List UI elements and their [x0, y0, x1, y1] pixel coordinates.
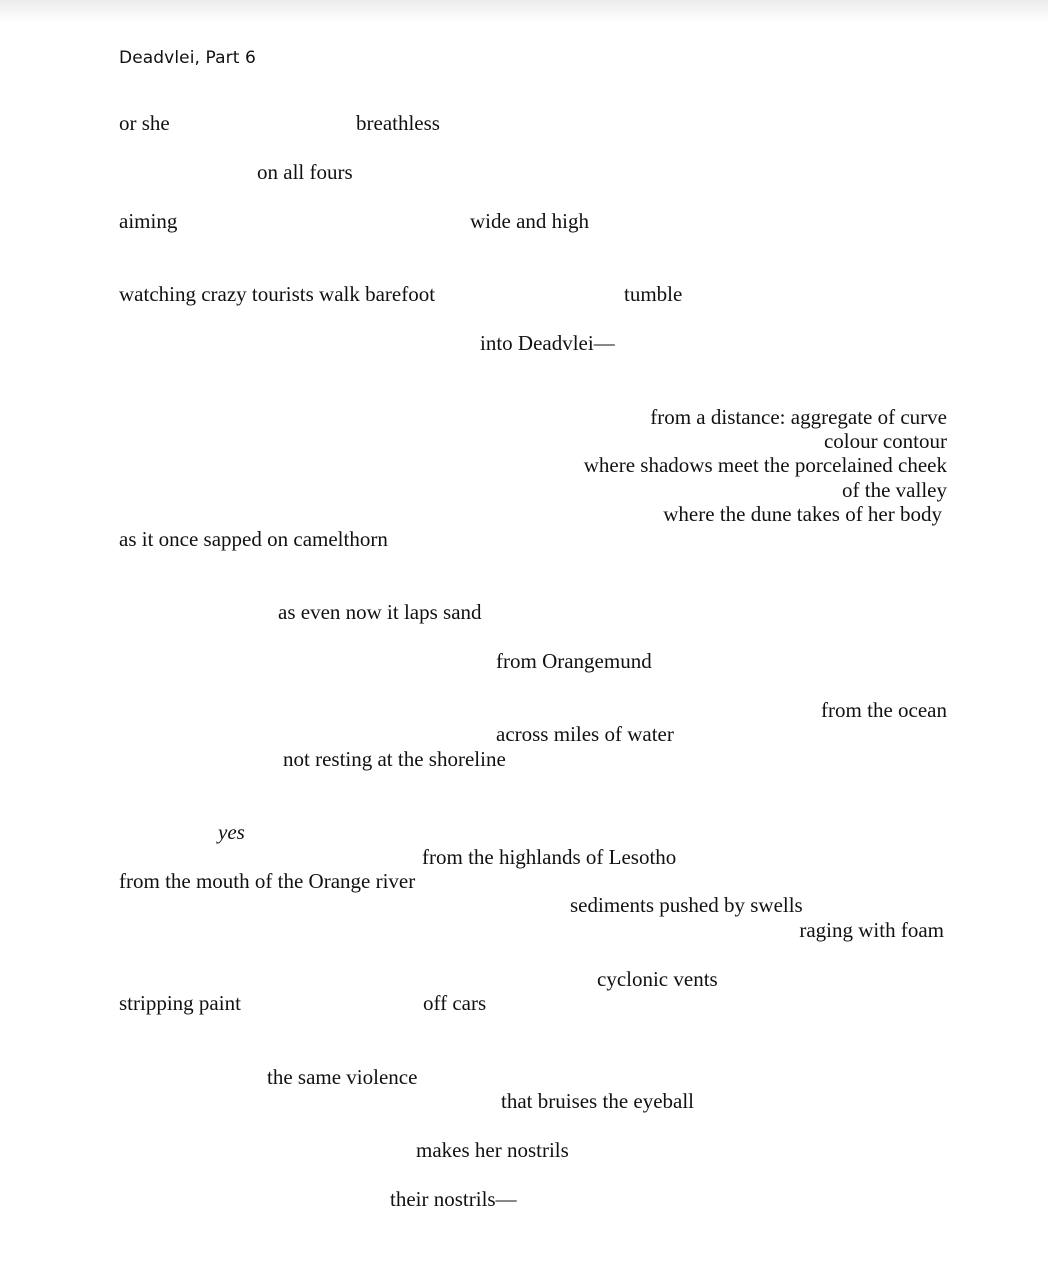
poem-line: wide and high [470, 209, 589, 233]
poem-line: the same violence [267, 1065, 418, 1089]
poem-line: colour contour [823, 429, 947, 453]
poem-line: tumble [624, 282, 683, 306]
poem-line: from the highlands of Lesotho [422, 845, 677, 869]
poem-line: that bruises the eyeball [501, 1089, 695, 1113]
poem-line: as even now it laps sand [278, 600, 482, 624]
poem-line: across miles of water [496, 722, 674, 746]
poem-line: not resting at the shoreline [283, 747, 506, 771]
poem-line: raging with foam [799, 918, 944, 942]
poem-line: or she [119, 111, 170, 135]
poem-line: makes her nostrils [416, 1138, 569, 1162]
poem-line: from the mouth of the Orange river [119, 869, 416, 893]
poem-line: from the ocean [821, 698, 947, 722]
poem-line: aiming [119, 209, 178, 233]
document-title: Deadvlei, Part 6 [119, 48, 256, 68]
poem-line: cyclonic vents [597, 967, 718, 991]
poem-line: stripping paint [119, 991, 241, 1015]
poem-line-italic: yes [218, 820, 245, 844]
poem-line: of the valley [842, 478, 947, 502]
poem-line: from a distance: aggregate of curve [650, 405, 947, 429]
poem-line: where the dune takes of her body [663, 502, 942, 526]
poem-line: as it once sapped on camelthorn [119, 527, 388, 551]
poem-line: off cars [423, 991, 487, 1015]
poem-line: watching crazy tourists walk barefoot [119, 282, 436, 306]
poem-line: on all fours [257, 160, 353, 184]
poem-line: where shadows meet the porcelained cheek [583, 453, 947, 477]
poem-line: from Orangemund [496, 649, 652, 673]
poem-line: breathless [356, 111, 440, 135]
poem-line: into Deadvlei— [480, 331, 615, 355]
poem-line: their nostrils— [390, 1187, 517, 1211]
poem-line: sediments pushed by swells [570, 893, 803, 917]
